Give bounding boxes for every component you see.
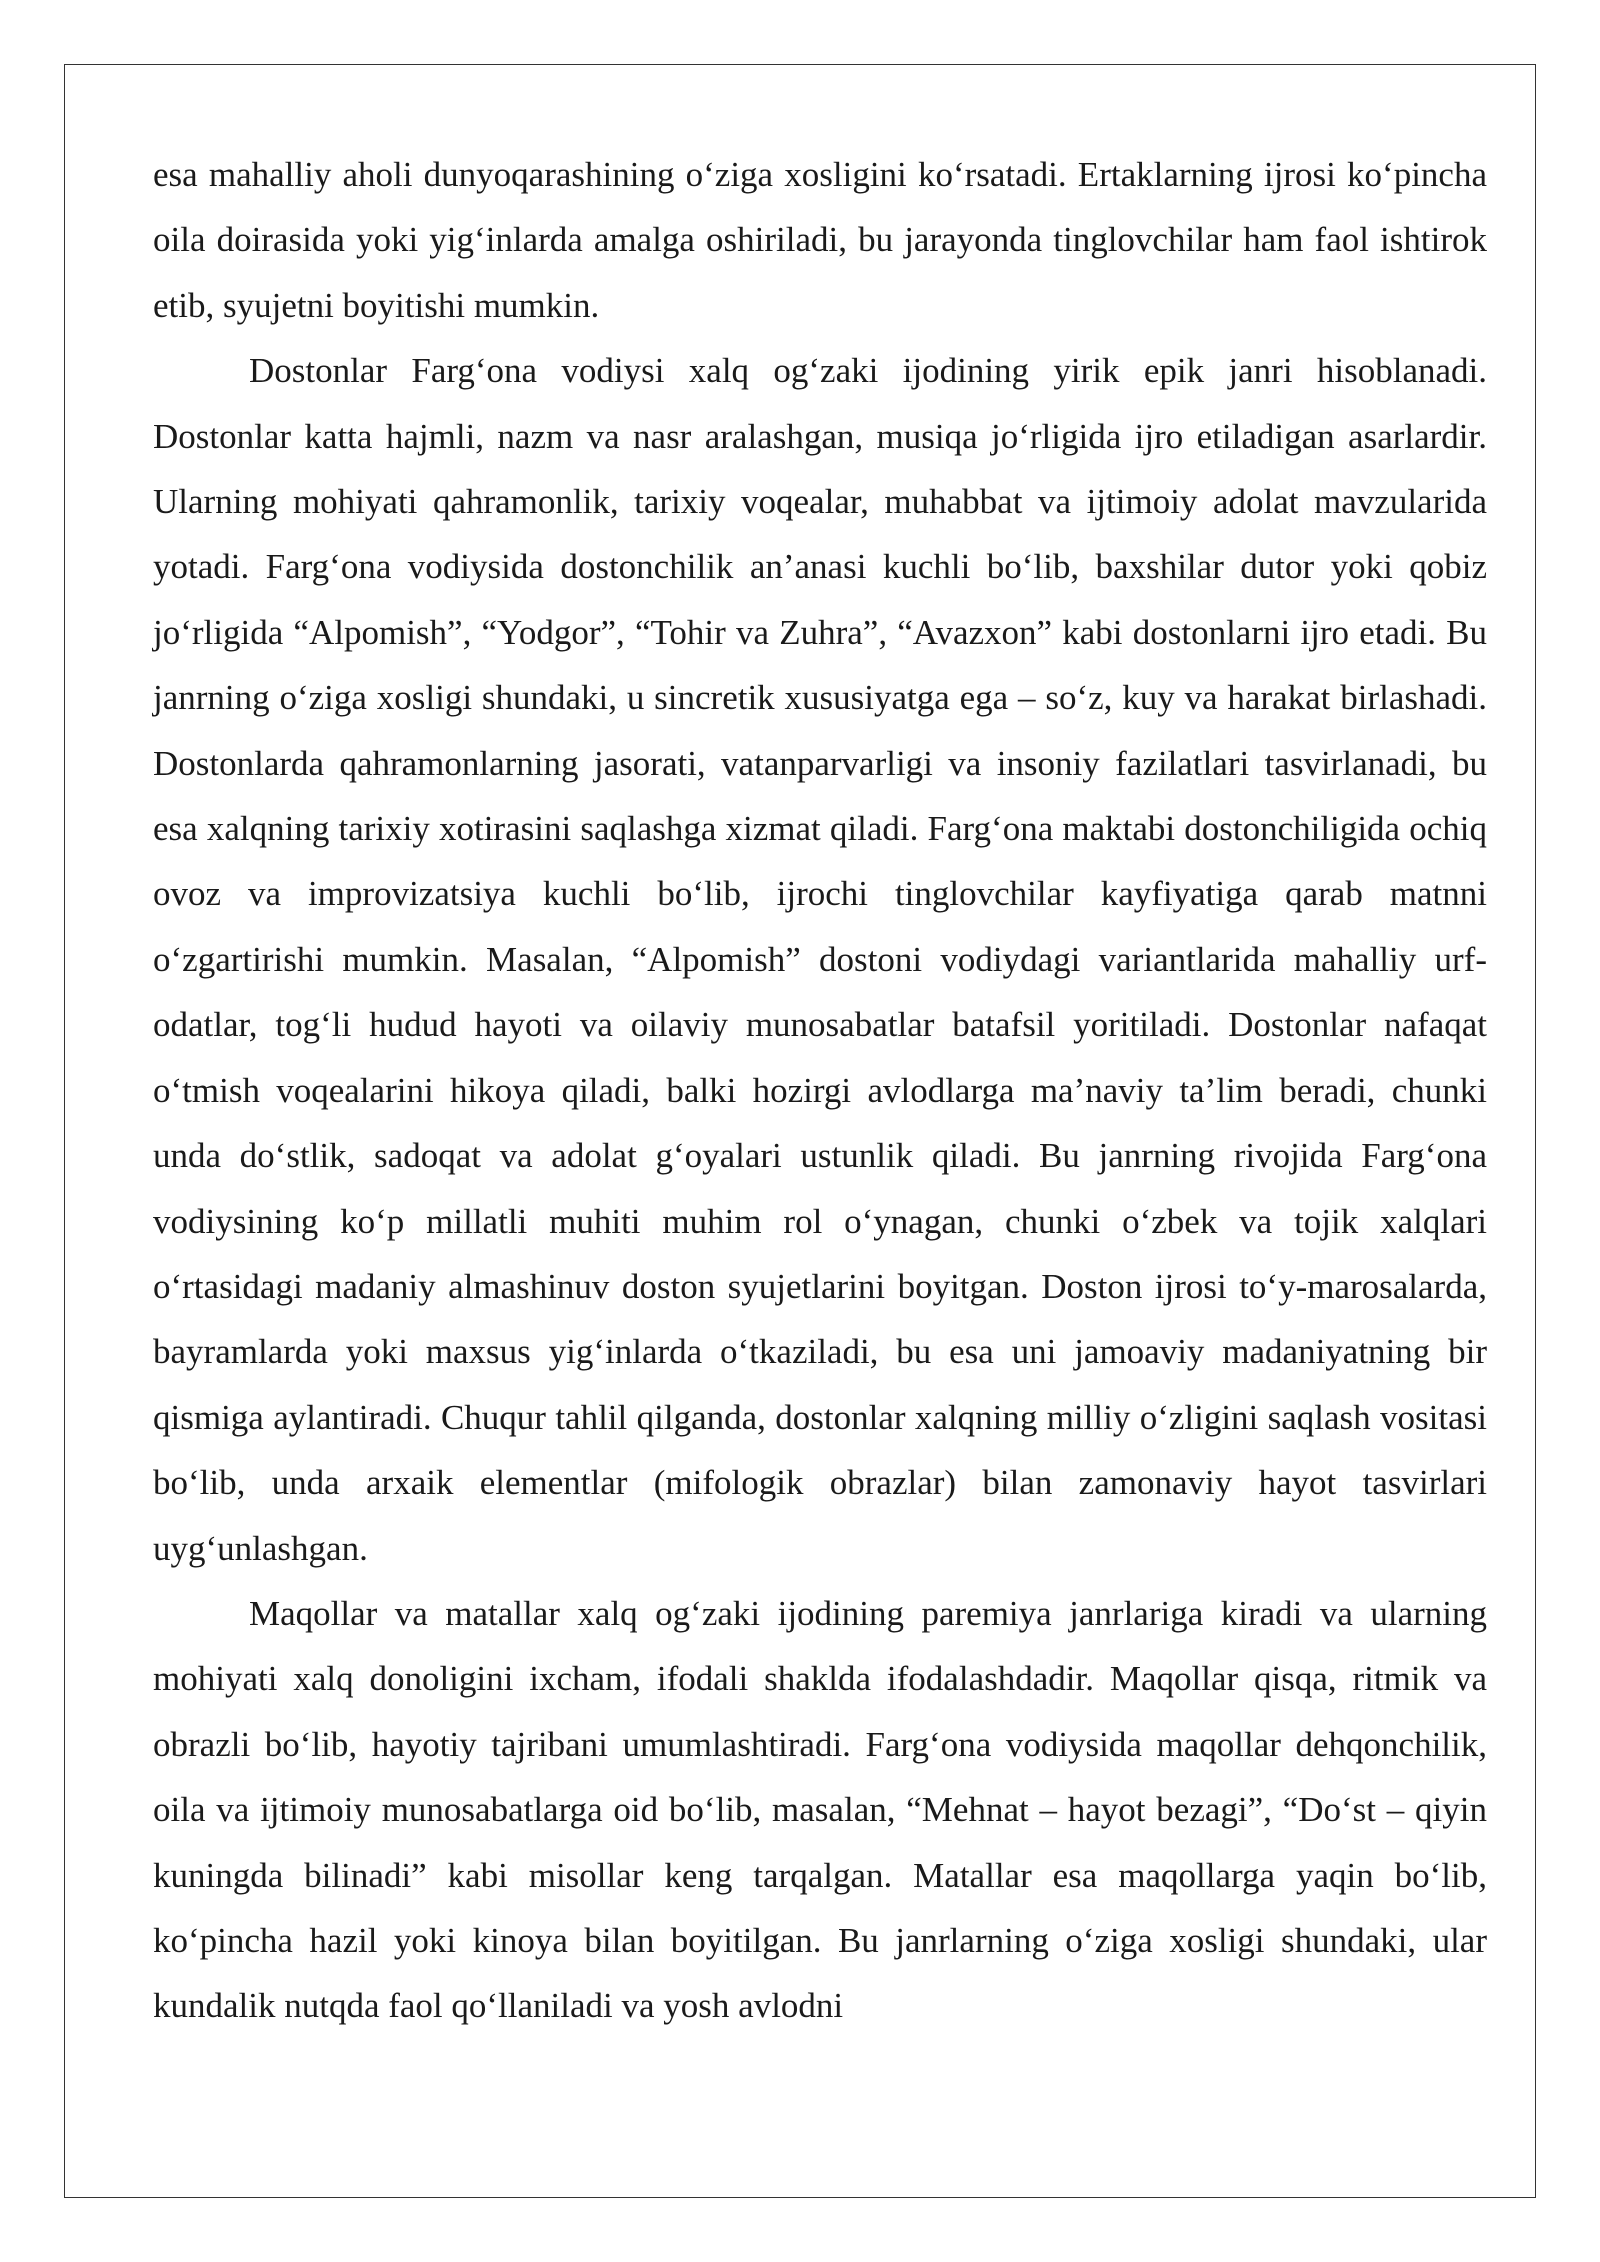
document-body [153, 142, 1487, 2039]
paragraph-dostonlar: Dostonlar Farg‘ona vodiysi xalq og‘zaki ijodining yirik epik janri hisoblanadi. Dostonlar katta hajmli, nazm va nasr aralashgan, musiqa jo‘rligida ijro etiladigan asarlardir. Ularning mohiyati qahramonlik, tarixiy voqealar, muhabbat va ijtimoiy adolat mavzularida yotadi. Farg‘ona vodiysida dostonchilik an’anasi kuchli bo‘lib, baxshilar dutor yoki qobiz jo‘rligida “Alpomish”, “Yodgor”, “Tohir va Zuhra”, “Avazxon” kabi dostonlarni ijro etadi. Bu janrning o‘ziga xosligi shundaki, u sincretik xususiyatga ega – so‘z, kuy va harakat birlashadi. Dostonlarda qahramonlarning jasorati, vatanparvarligi va insoniy fazilatlari tasvirlanadi, bu esa xalqning tarixiy xotirasini saqlashga xizmat qiladi. Farg‘ona maktabi dostonchiligida ochiq ovoz va improvizatsiya kuchli bo‘lib, ijrochi tinglovchilar kayfiyatiga qarab matnni o‘zgartirishi mumkin. Masalan, “Alpomish” dostoni vodiydagi variantlarida mahalliy urf-odatlar, tog‘li hudud hayoti va oilaviy munosabatlar batafsil yoritiladi. Dostonlar nafaqat o‘tmish voqealarini hikoya qiladi, balki hozirgi avlodlarga ma’naviy ta’lim beradi, chunki unda do‘stlik, sadoqat va adolat g‘oyalari ustunlik qiladi. Bu janrning rivojida Farg‘ona vodiysining ko‘p millatli muhiti muhim rol o‘ynagan, chunki o‘zbek va tojik xalqlari o‘rtasidagi madaniy almashinuv doston syujetlarini boyitgan. Doston ijrosi to‘y-marosalarda, bayramlarda yoki maxsus yig‘inlarda o‘tkaziladi, bu esa uni jamoaviy madaniyatning bir qismiga aylantiradi. Chuqur tahlil qilganda, dostonlar xalqning milliy o‘zligini saqlash vositasi bo‘lib, unda arxaik elementlar (mifologik obrazlar) bilan zamonaviy hayot tasvirlari uyg‘unlashgan. [153, 351, 1487, 1568]
paragraph-ertaklar-continuation: esa mahalliy aholi dunyoqarashining o‘ziga xosligini ko‘rsatadi. Ertaklarning ijrosi ko‘pincha oila doirasida yoki yig‘inlarda amalga oshiriladi, bu jarayonda tinglovchilar ham faol ishtirok etib, syujetni boyitishi mumkin. [153, 155, 1487, 325]
paragraph-maqollar: Maqollar va matallar xalq og‘zaki ijodining paremiya janrlariga kiradi va ularning mohiyati xalq donoligini ixcham, ifodali shaklda ifodalashdadir. Maqollar qisqa, ritmik va obrazli bo‘lib, hayotiy tajribani umumlashtiradi. Farg‘ona vodiysida maqollar dehqonchilik, oila va ijtimoiy munosabatlarga oid bo‘lib, masalan, “Mehnat – hayot bezagi”, “Do‘st – qiyin kuningda bilinadi” kabi misollar keng tarqalgan. Matallar esa maqollarga yaqin bo‘lib, ko‘pincha hazil yoki kinoya bilan boyitilgan. Bu janrlarning o‘ziga xosligi shundaki, ular kundalik nutqda faol qo‘llaniladi va yosh avlodni [153, 1593, 1487, 2026]
